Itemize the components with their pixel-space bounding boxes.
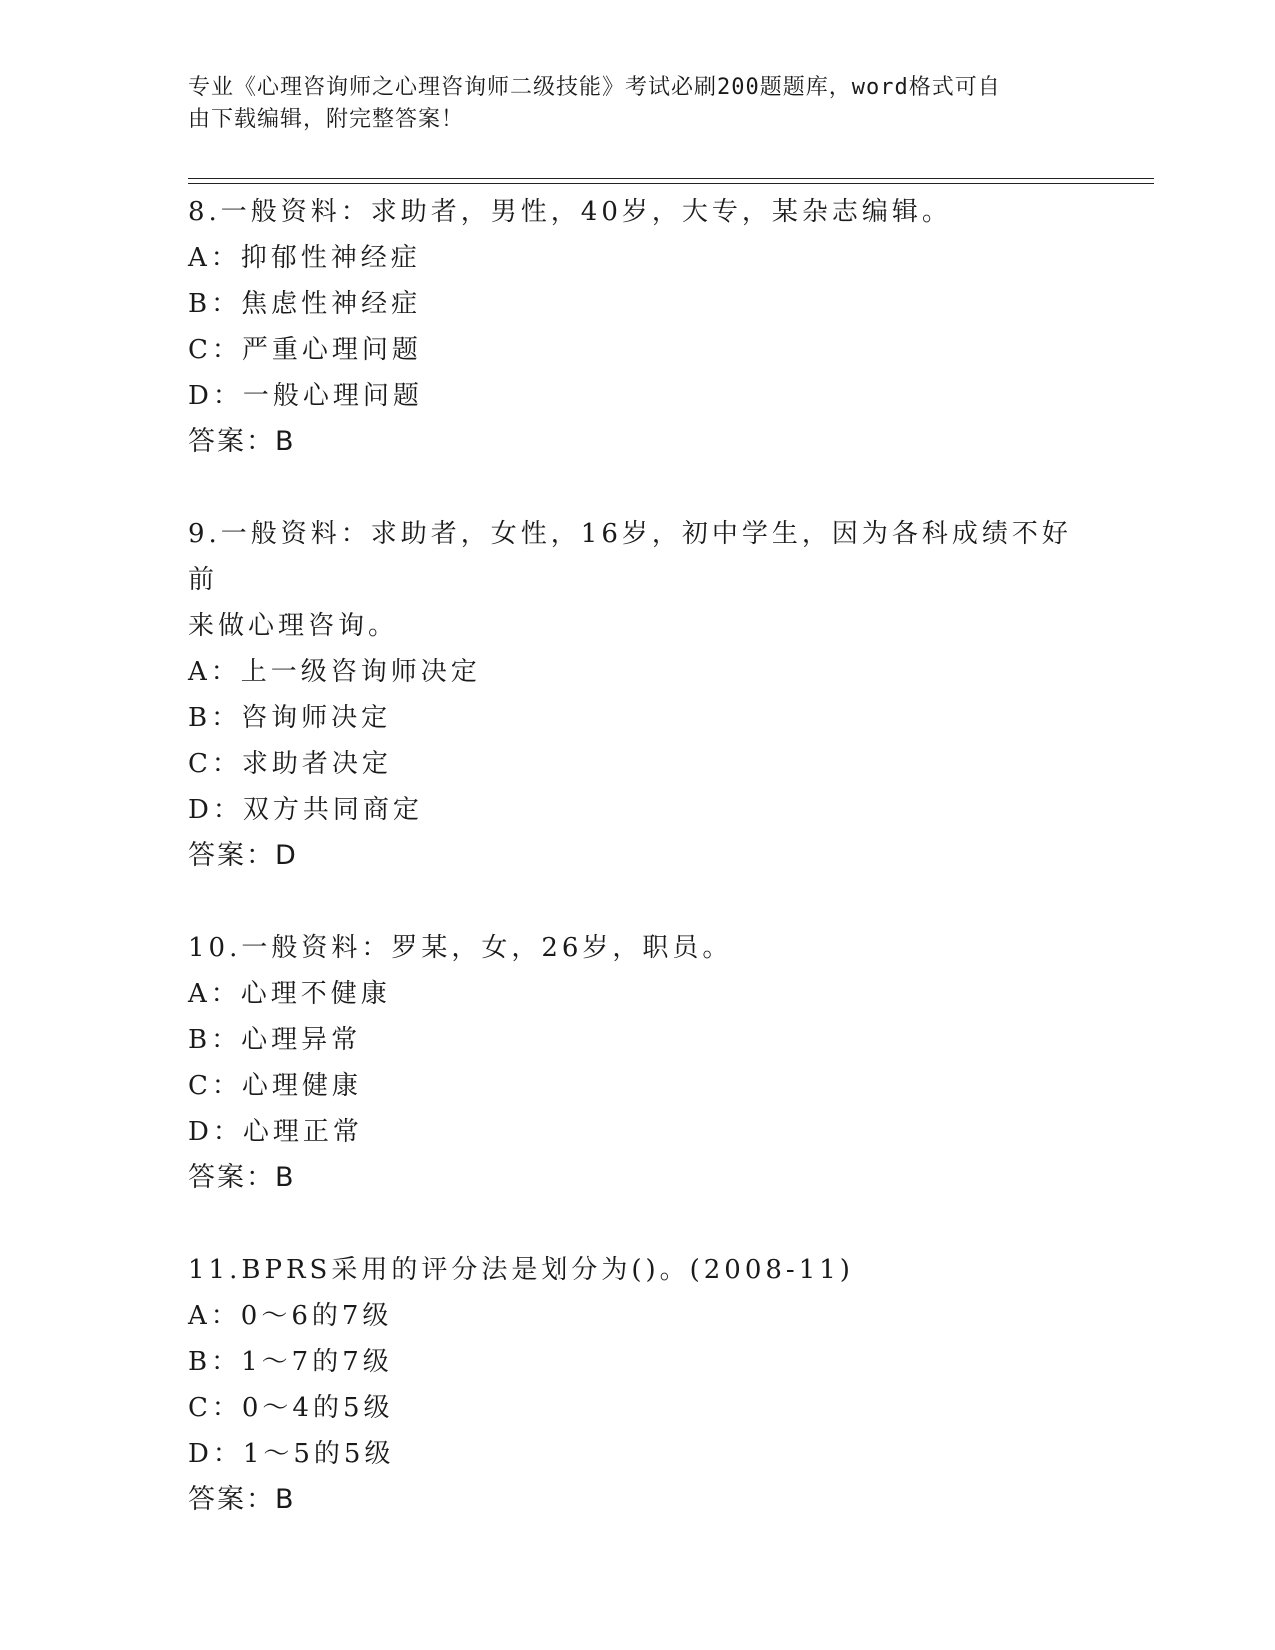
header-divider-bottom <box>188 183 1154 184</box>
answer: 答案：B <box>188 426 296 457</box>
option-a: A：上一级咨询师决定 <box>188 657 481 687</box>
option-a: A：抑郁性神经症 <box>188 243 421 273</box>
answer: 答案：B <box>188 1162 296 1193</box>
option-c: C：心理健康 <box>188 1071 362 1101</box>
answer: 答案：B <box>188 1484 296 1515</box>
option-d: D：一般心理问题 <box>188 381 423 411</box>
option-d: D：心理正常 <box>188 1117 363 1147</box>
question-stem: 10.一般资料：罗某，女，26岁，职员。 <box>188 933 733 963</box>
question-list <box>188 189 1088 1569</box>
question-8 <box>188 189 1088 465</box>
option-a: A：心理不健康 <box>188 979 391 1009</box>
question-11 <box>188 1247 1088 1523</box>
document-header <box>188 72 1068 136</box>
option-b: B：心理异常 <box>188 1025 362 1055</box>
question-stem: 11.BPRS采用的评分法是划分为()。(2008-11) <box>188 1255 854 1285</box>
option-c: C：0～4的5级 <box>188 1393 394 1423</box>
question-10 <box>188 925 1088 1201</box>
question-stem: 9.一般资料：求助者，女性，16岁，初中学生，因为各科成绩不好前 <box>188 519 1072 595</box>
option-b: B：1～7的7级 <box>188 1347 393 1377</box>
question-stem: 8.一般资料：求助者，男性，40岁，大专，某杂志编辑。 <box>188 197 952 227</box>
question-9 <box>188 511 1088 879</box>
option-b: B：焦虑性神经症 <box>188 289 422 319</box>
answer: 答案：D <box>188 840 298 871</box>
option-a: A：0～6的7级 <box>188 1301 393 1331</box>
question-stem-continued: 来做心理咨询。 <box>188 611 399 641</box>
option-c: C：求助者决定 <box>188 749 392 779</box>
header-divider-top <box>188 178 1154 179</box>
option-c: C：严重心理问题 <box>188 335 422 365</box>
option-d: D：1～5的5级 <box>188 1439 395 1469</box>
option-b: B：咨询师决定 <box>188 703 392 733</box>
header-line-1: 专业《心理咨询师之心理咨询师二级技能》考试必刷200题题库，word格式可自 <box>188 75 1001 100</box>
option-d: D：双方共同商定 <box>188 795 423 825</box>
header-line-2: 由下载编辑，附完整答案！ <box>188 107 465 132</box>
